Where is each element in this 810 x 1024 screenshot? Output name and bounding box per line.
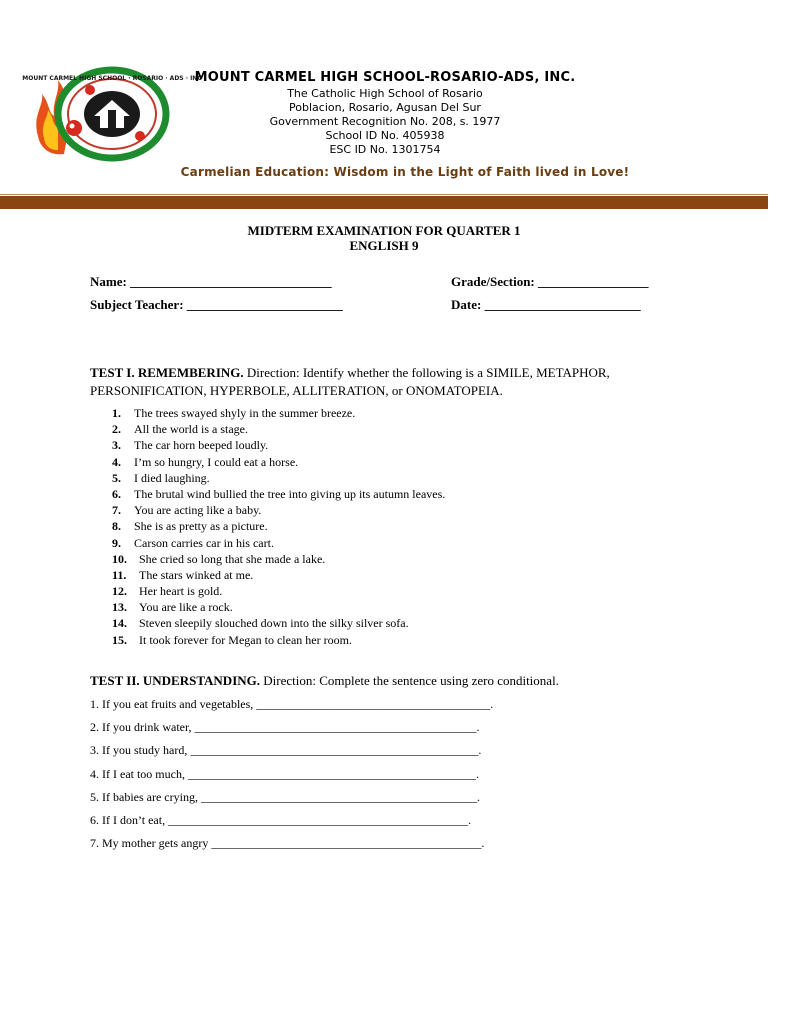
list-item: 12. Her heart is gold. [112, 584, 223, 599]
exam-title-block [0, 223, 768, 253]
school-motto: Carmelian Education: Wisdom in the Light of Faith lived in Love! [180, 165, 630, 179]
list-item: 10. She cried so long that she made a lake. [112, 551, 326, 566]
grade-section-field: Grade/Section: _________________ [451, 274, 649, 289]
list-item: 13. You are like a rock. [112, 600, 233, 615]
test2-item: 4. If I eat too much, ________________________________________________. [90, 767, 479, 781]
list-item: 3. The car horn beeped loudly. [112, 438, 269, 453]
subject-teacher-field: Subject Teacher: ________________________ [90, 297, 343, 312]
svg-text:MOUNT CARMEL HIGH SCHOOL · ROS: MOUNT CARMEL HIGH SCHOOL · ROSARIO · ADS · INC [22, 75, 202, 82]
exam-subject: ENGLISH 9 [349, 238, 419, 253]
name-field: Name: _______________________________ [90, 274, 332, 289]
test2-direction [90, 672, 690, 690]
test2-item: 3. If you study hard, ________________________________________________. [90, 743, 482, 757]
school-name: MOUNT CARMEL HIGH SCHOOL-ROSARIO-ADS, INC. [194, 70, 576, 85]
test1-direction [90, 364, 690, 400]
test1-direction-text: Direction: Identify whether the following is a SIMILE, METAPHOR, PERSONIFICATION, HYPERBOLE, ALLITERATION, or ONOMATOPEIA. [90, 365, 610, 398]
list-item: 8. She is as pretty as a picture. [112, 519, 268, 534]
date-field: Date: ________________________ [451, 297, 641, 312]
school-line: Poblacion, Rosario, Agusan Del Sur [289, 101, 481, 114]
test1-heading: TEST I. REMEMBERING. [90, 365, 244, 380]
school-line: Government Recognition No. 208, s. 1977 [269, 115, 501, 128]
list-item: 4. I’m so hungry, I could eat a horse. [112, 454, 299, 469]
school-line: The Catholic High School of Rosario [287, 87, 483, 100]
test1-item-list [112, 405, 445, 648]
list-item: 5. I died laughing. [112, 470, 210, 485]
header-divider [0, 196, 768, 209]
list-item: 1. The trees swayed shyly in the summer breeze. [112, 406, 356, 420]
list-item: 9. Carson carries car in his cart. [112, 535, 274, 550]
document-header [0, 0, 768, 200]
school-logo [22, 66, 202, 162]
test2-item: 7. My mother gets angry _____________________________________________. [90, 836, 485, 850]
list-item: 7. You are acting like a baby. [112, 503, 262, 518]
list-item: 6. The brutal wind bullied the tree into giving up its autumn leaves. [112, 486, 446, 501]
list-item: 11. The stars winked at me. [112, 567, 254, 582]
test2-heading: TEST II. UNDERSTANDING. [90, 673, 261, 688]
list-item: 15. It took forever for Megan to clean her room. [112, 632, 352, 647]
list-item: 14. Steven sleepily slouched down into the silky silver sofa. [112, 616, 409, 631]
test2-direction-text: Direction: Complete the sentence using zero conditional. [260, 673, 559, 688]
test2-item: 5. If babies are crying, ______________________________________________. [90, 790, 480, 804]
school-line: ESC ID No. 1301754 [329, 143, 441, 156]
header-divider-thin [0, 194, 768, 195]
school-line: School ID No. 405938 [325, 129, 445, 142]
test2-item: 2. If you drink water, _______________________________________________. [90, 720, 480, 734]
test2-item: 1. If you eat fruits and vegetables, _______________________________________. [90, 697, 494, 711]
test2-item: 6. If I don’t eat, __________________________________________________. [90, 813, 472, 827]
exam-title: MIDTERM EXAMINATION FOR QUARTER 1 [247, 223, 521, 238]
school-info [150, 70, 620, 157]
list-item: 2. All the world is a stage. [112, 422, 248, 437]
